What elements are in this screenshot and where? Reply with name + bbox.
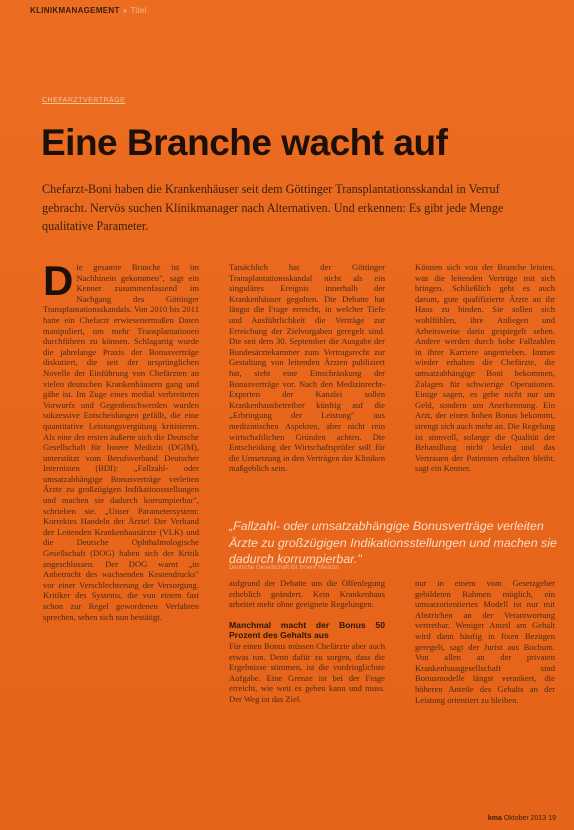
body-column-2-top: Tatsächlich hat der Göttinger Transplantationsskandal nicht als ein singuläres Ereignis innerhalb der Krankenhäuser gegolten. Die Debatte hat längst die Frage erreicht, in welcher Tiefe und Ausführlichkeit die Verträge zur Erreichung der Zielvorgaben geregelt sind. Die seit dem 30. September die Ausgabe der Bundesärztekammer zum Vertragsrecht zur Gestaltung von leitenden Ärzten publiziert hat, sieht eine Einschränkung der Bonusverträge vor. Nach den Medizinrecht-Experten der Kanzlei sollen Krankenhausbetreiber künftig auf die „Erbringung der Leistung" aus medizinischen Aspekten, aber nicht rein wirtschaftlichen Gründen achten. Die Entscheidung der Wirtschaftsprüfer soll für die Umsetzung in den Verträgen der Kliniken maßgeblich sein.	[229, 262, 385, 474]
pull-quote: „Fallzahl- oder umsatzabhängige Bonusverträge verleiten Ärzte zu großzügigen Indikationsstellungen und machen sie dadurch korrumpierbar."	[229, 519, 557, 566]
subsection-label: Titel	[130, 6, 147, 15]
magazine-name: kma	[487, 815, 502, 822]
body-text: ie gesamte Branche ist im Nachhinein gekommen", sagt ein Kenner zusammenfassend im Nachgang des Göttinger Transplantationsskandals. Von 2010 bis 2011 hatte ein Chefarzt erwiesenermaßen Daten manipuliert, um mehr Transplantationen durchführen zu können. Schlagartig wurde die jahrelange Praxis der Bonusverträge diskutiert, die seit der ursprünglichen Novelle der Einführung von Chefärzten an vielen deutschen Krankenhäusern gang und gäbe ist. Im Zuge eines medial verbreiteten Vorwurfs und Gegenbeschwerden wurden sukzessive Entscheidungen gefällt, die eine quantitative Leistungsvergütung kritisieren. Als eine der ersten äußerte sich die Deutsche Gesellschaft für Innere Medizin (DGIM), unterstützt vom Berufsverband Deutscher Internisten (BDI): „Fallzahl- oder umsatzabhängige Bonusverträge verleiten Ärzte zu großzügigen Indikationsstellungen und machen sie dadurch korrumpierbar", schrieben sie. „Unser Parametersystem: Korrektes Handeln der Ärzte! Der Verband der Leitenden Krankenhausärzte (VLK) und die Deutsche Ophthalmologische Gesellschaft (DOG) haben sich der Kritik angeschlossen. Der DOG warnt „in Anbetracht des wachsenden Kostendrucks" vor einer Verschlechterung der Versorgung. Kritiker des Systems, die von einem fast schon zur Regel gewordenen Verfahren sprechen, sehen sich nun bestätigt.	[43, 262, 199, 622]
issue-date: Oktober 2013	[503, 815, 547, 822]
article-kicker: CHEFARZTVERTRÄGE	[42, 97, 126, 104]
page-footer	[488, 815, 556, 822]
pull-quote-source: Deutsche Gesellschaft für Innere Medizin	[229, 565, 339, 571]
body-column-3-bottom: nur in einem vom Gesetzgeber gebildeten Rahmen möglich, ein umsatzorientiertes Modell ist nur mit Abstrichen an der Verantwortung vertretbar. Weniger Anteil am Gehalt wird dann häufig in fixen Bezügen geregelt, sagt der Jurist aus Bochum. Von allen an der privaten Krankenhausgesellschaft sind Bonusmodelle längst verankert, die höheren Anteile des Gehalts an der Leistung orientiert zu bleiben.	[415, 578, 555, 705]
drop-cap: D	[43, 257, 74, 304]
article-lead: Chefarzt-Boni haben die Krankenhäuser seit dem Göttinger Transplantationsskandal in Verruf gebracht. Nervös suchen Klinikmanager nach Alternativen. Und erkennen: Es gibt jede Menge qualitative Parameter.	[42, 182, 504, 233]
section-label: KLINIKMANAGEMENT	[30, 6, 120, 15]
body-text: Für einen Bonus müssen Chefärzte aber auch etwas tun. Denn dafür zu sorgen, dass die Ergebnisse stimmen, ist die vordringlichste Aufgabe. Eine Grenze ist bei der Frage erreicht, wie weit es gehen kann und muss. Der Weg ist das Ziel.	[229, 640, 385, 704]
body-column-3-top: Können sich von der Branche leisten, was die leitenden Verträge mit sich bringen. Schließlich geht es auch darum, gute qualifizierte Ärzte an ihr Haus zu binden. Sie sollen sich wohlfühlen, ihre Anliegen und Arbeitsweise darin gespiegelt sehen. Andere werden durch hohe Fallzahlen in ihrer Karriere angetrieben. Immer wieder erhalten die Chefärzte, die umsatzabhängige Boni bekommen, Zulagen für schwierige Operationen. Einige sagen, es gehe nicht nur um Geld, sondern um Anerkennung. Ein Arzt, der einen hohen Bonus bekommt, strengt sich auch mehr an. Die Regelung ist sinnvoll, solange die Qualität der Behandlung nicht leidet und das Vertrauen der Patienten erhalten bleibt, sagt ein Kenner.	[415, 262, 555, 474]
body-column-2-bottom	[229, 578, 385, 705]
section-header	[30, 6, 147, 15]
sub-heading: Manchmal macht der Bonus 50 Prozent des Gehalts aus	[229, 619, 385, 641]
body-column-1	[43, 257, 199, 622]
article-title: Eine Branche wacht auf	[41, 122, 448, 163]
page-number: 19	[548, 815, 556, 822]
section-separator: »	[122, 6, 128, 15]
body-text: aufgrund der Debatte um die Offenlegung erheblich geändert. Kein Krankenhaus arbeitet mehr ohne geeignete Regelungen.	[229, 578, 385, 610]
